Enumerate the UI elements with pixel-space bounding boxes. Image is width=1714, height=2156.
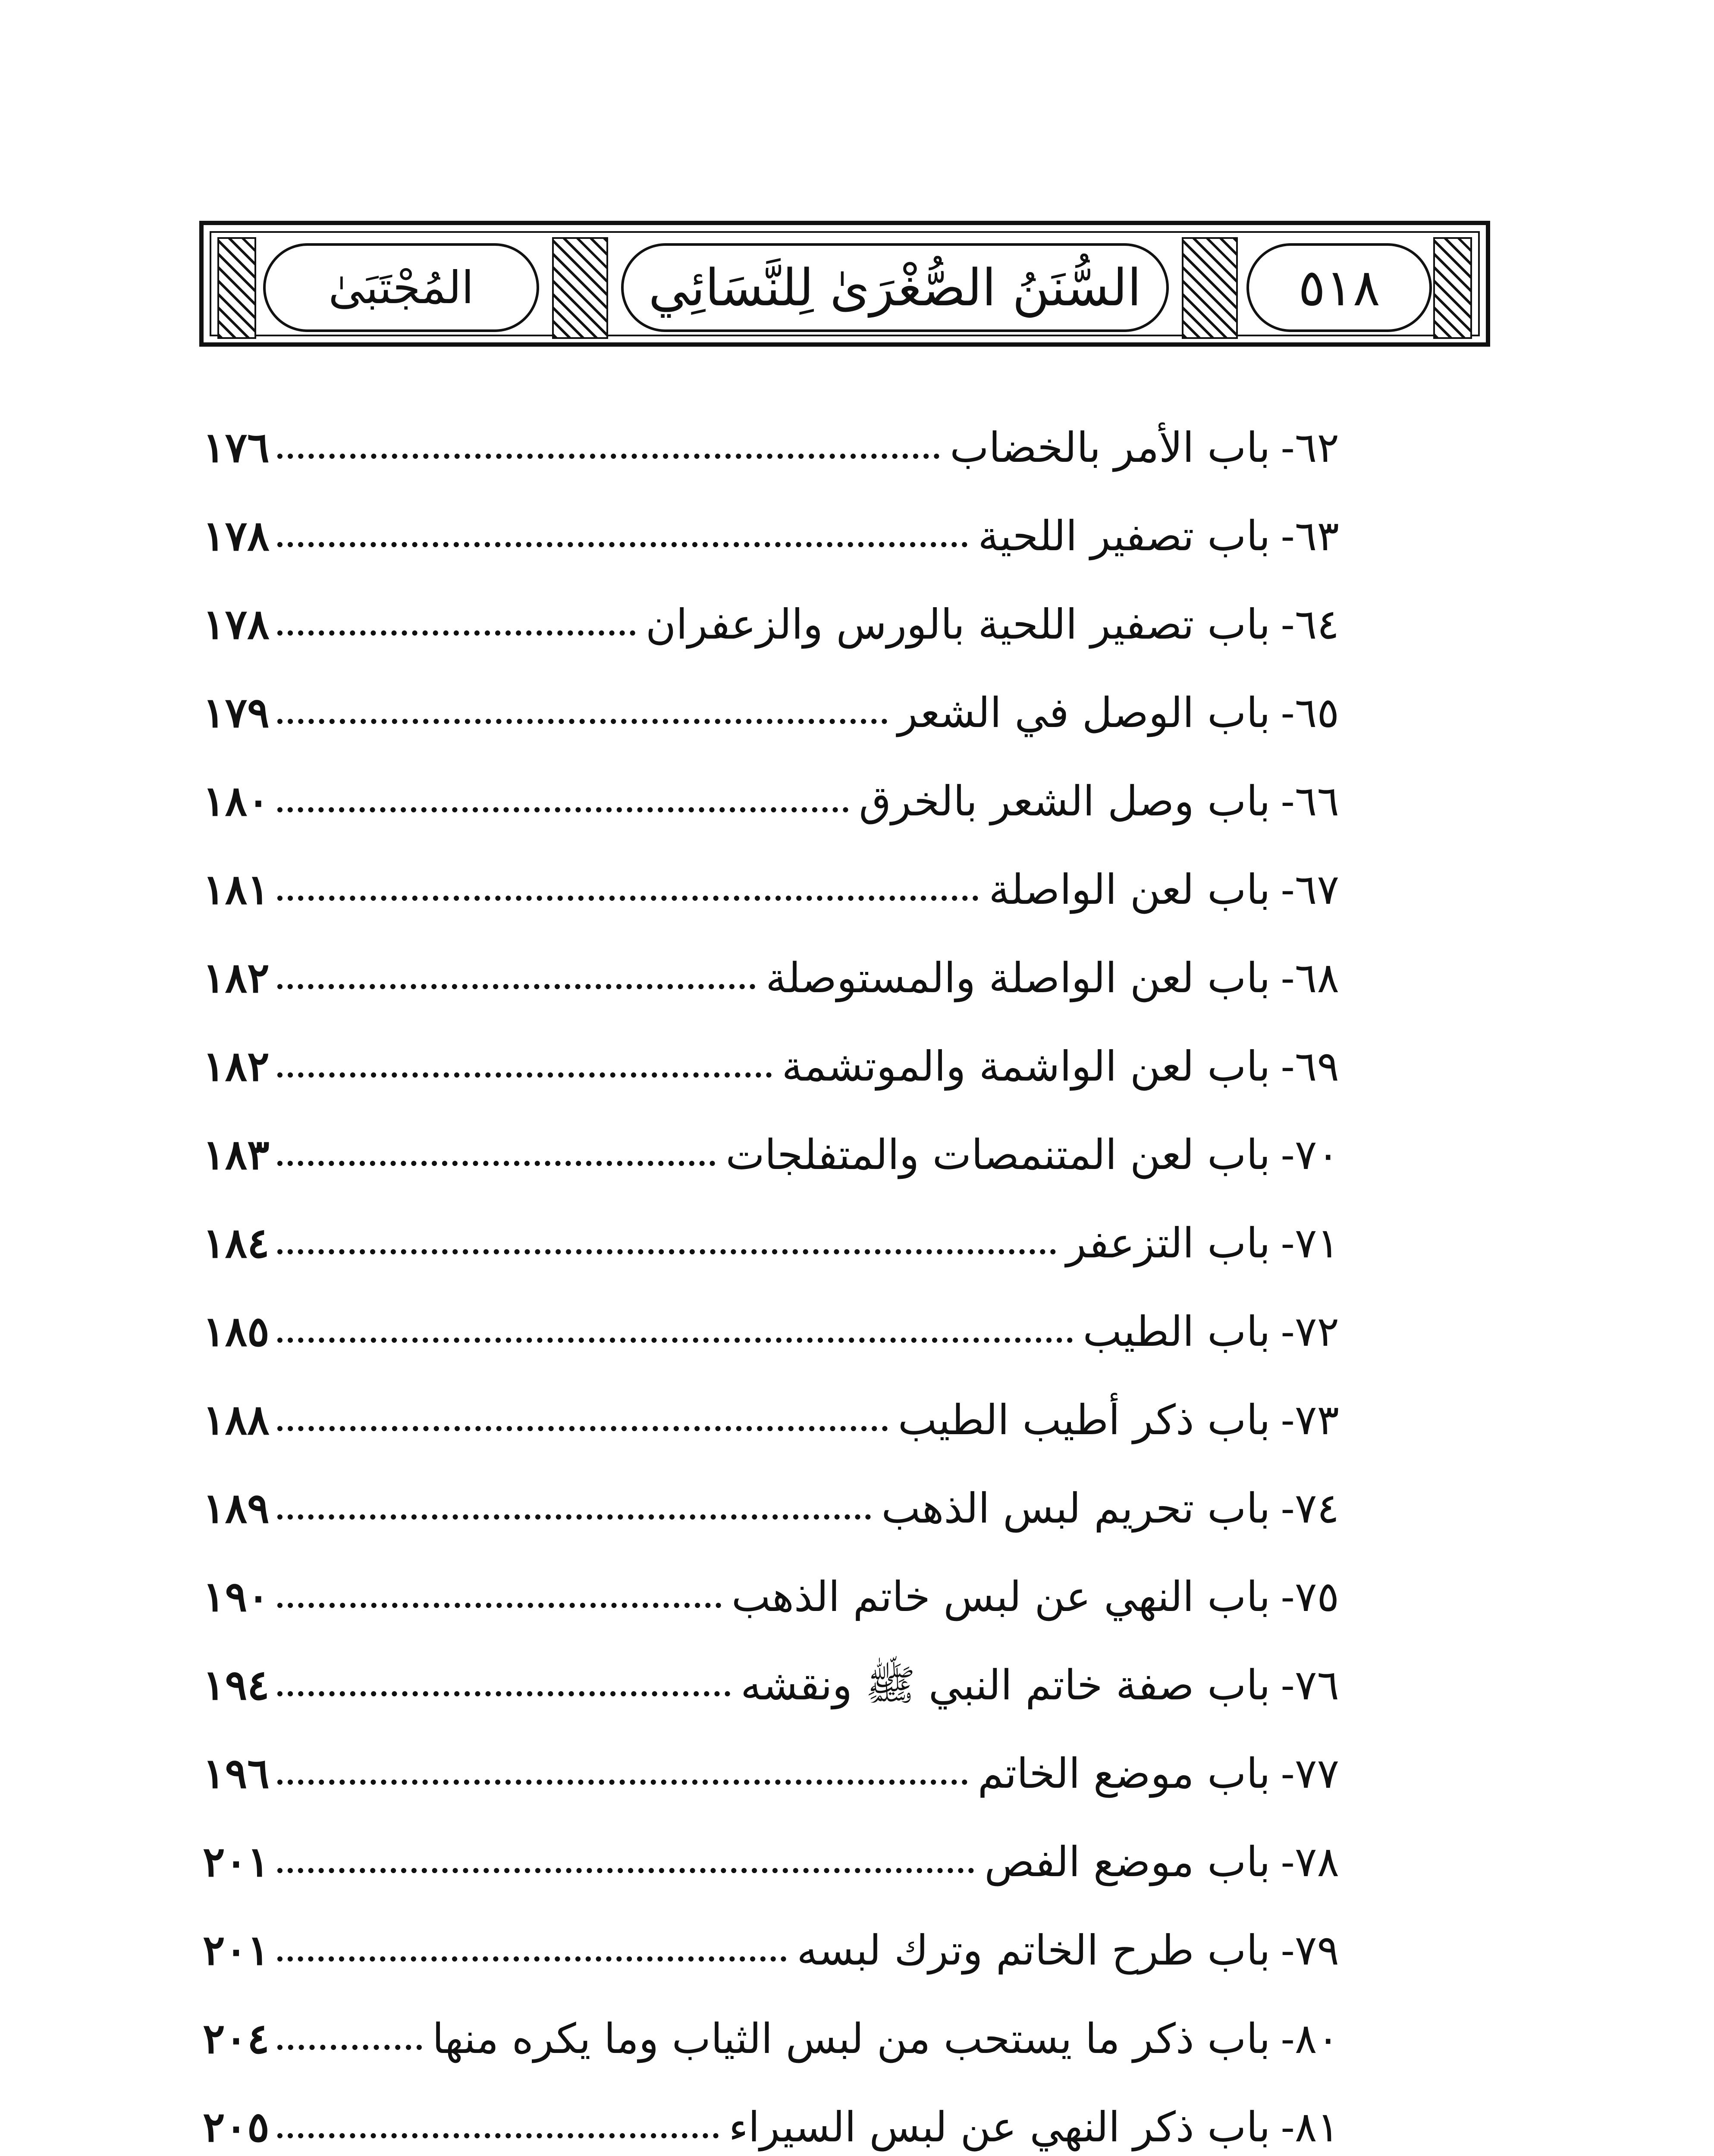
dot-leader: [277, 454, 940, 459]
entry-number: ٨١-: [1281, 2103, 1339, 2151]
dot-leader: [277, 984, 756, 989]
entry-title: باب تصفير اللحية بالورس والزعفران: [645, 600, 1271, 649]
toc-entry: [203, 403, 1339, 492]
entry-title: باب صفة خاتم النبي ﷺ ونقشه: [741, 1661, 1271, 1709]
entry-title: باب الطيب: [1083, 1307, 1271, 1356]
entry-number: ٧٨-: [1281, 1837, 1339, 1886]
toc-entry: [203, 492, 1339, 580]
entry-page: ١٩٦: [203, 1749, 270, 1798]
dot-leader: [277, 1603, 721, 1608]
entry-number: ٧٥-: [1281, 1572, 1339, 1621]
entry-page: ١٩٠: [203, 1572, 270, 1621]
toc-entry: [203, 580, 1339, 668]
entry-title: باب تحريم لبس الذهب: [881, 1484, 1271, 1532]
entry-page: ١٩٤: [203, 1660, 270, 1709]
entry-page: ١٨٠: [203, 776, 270, 825]
entry-number: ٧٠-: [1281, 1130, 1339, 1179]
entry-page: ١٨١: [203, 865, 270, 914]
entry-page: ١٨٥: [203, 1307, 270, 1356]
toc-entry: [203, 1199, 1339, 1287]
entry-number: ٦٢-: [1281, 423, 1339, 472]
entry-title: باب ذكر أطيب الطيب: [898, 1395, 1271, 1444]
book-logo-cartouche: [263, 243, 539, 332]
entry-number: ٦٥-: [1281, 688, 1339, 737]
book-logo: المُجْتَبَىٰ: [328, 261, 474, 314]
table-of-contents: [203, 403, 1339, 2156]
dot-leader: [277, 2133, 719, 2138]
dot-leader: [277, 1514, 871, 1520]
entry-page: ١٨٢: [203, 1041, 270, 1091]
toc-entry: [203, 1552, 1339, 1641]
header-frame: [210, 231, 1480, 336]
toc-entry: [203, 845, 1339, 934]
entry-number: ٧٦-: [1281, 1661, 1339, 1709]
toc-entry: [203, 1729, 1339, 1818]
dot-leader: [277, 1780, 967, 1785]
entry-title: باب التزعفر: [1066, 1219, 1271, 1267]
entry-title: باب موضع الفص: [984, 1837, 1271, 1886]
entry-title: باب لعن الواصلة والمستوصلة: [766, 953, 1271, 1002]
entry-number: ٦٩-: [1281, 1042, 1339, 1091]
header-ornament-right: [1433, 237, 1472, 339]
entry-page: ١٧٩: [203, 688, 270, 737]
entry-number: ٦٤-: [1281, 600, 1339, 649]
toc-entry: [203, 1906, 1339, 1994]
entry-title: باب الأمر بالخضاب: [950, 423, 1271, 472]
entry-number: ٧٤-: [1281, 1484, 1339, 1532]
entry-page: ١٨٤: [203, 1218, 270, 1267]
toc-entry: [203, 1641, 1339, 1729]
entry-title: باب لعن الواصلة: [989, 865, 1271, 914]
dot-leader: [277, 1868, 974, 1873]
page-header: [199, 221, 1490, 347]
entry-page: ١٨٢: [203, 953, 270, 1002]
header-ornament: [1182, 237, 1238, 339]
dot-leader: [277, 1956, 787, 1962]
toc-entry: [203, 1110, 1339, 1199]
dot-leader: [277, 896, 979, 901]
toc-entry: [203, 934, 1339, 1022]
toc-entry: [203, 2083, 1339, 2156]
entry-number: ٧٩-: [1281, 1926, 1339, 1974]
page-number-cartouche: [1246, 243, 1432, 332]
dot-leader: [277, 719, 887, 724]
entry-title: باب لعن الواشمة والموتشمة: [782, 1042, 1271, 1091]
header-ornament: [552, 237, 608, 339]
dot-leader: [277, 807, 849, 812]
entry-page: ١٧٨: [203, 599, 270, 649]
dot-leader: [277, 1249, 1056, 1254]
entry-title: باب موضع الخاتم: [977, 1749, 1271, 1798]
entry-title: باب لعن المتنمصات والمتفلجات: [725, 1130, 1271, 1179]
toc-entry: [203, 668, 1339, 757]
toc-entry: [203, 1994, 1339, 2083]
entry-title: باب النهي عن لبس خاتم الذهب: [731, 1572, 1271, 1621]
dot-leader: [277, 542, 968, 547]
entry-page: ٢٠٤: [203, 2014, 270, 2063]
toc-entry: [203, 757, 1339, 845]
entry-page: ١٧٦: [203, 423, 270, 472]
entry-page: ١٨٩: [203, 1483, 270, 1532]
toc-entry: [203, 1287, 1339, 1376]
entry-number: ٦٦-: [1281, 777, 1339, 825]
entry-number: ٧٢-: [1281, 1307, 1339, 1356]
entry-title: باب ذكر ما يستحب من لبس الثياب وما يكره منها: [432, 2014, 1271, 2063]
entry-number: ٦٣-: [1281, 511, 1339, 560]
toc-entry: [203, 1022, 1339, 1110]
entry-page: ١٨٣: [203, 1130, 270, 1179]
entry-title: باب ذكر النهي عن لبس السيراء: [728, 2103, 1271, 2151]
entry-number: ٧٧-: [1281, 1749, 1339, 1798]
toc-entry: [203, 1376, 1339, 1464]
dot-leader: [277, 1338, 1073, 1343]
entry-page: ١٨٨: [203, 1395, 270, 1444]
entry-number: ٦٧-: [1281, 865, 1339, 914]
page-number: ٥١٨: [1298, 258, 1381, 317]
entry-title: باب وصل الشعر بالخرق: [859, 777, 1271, 825]
entry-title: باب طرح الخاتم وترك لبسه: [797, 1926, 1271, 1974]
entry-title: باب الوصل في الشعر: [898, 688, 1271, 737]
entry-page: ٢٠١: [203, 1837, 270, 1886]
entry-title: باب تصفير اللحية: [978, 511, 1271, 560]
entry-number: ٦٨-: [1281, 953, 1339, 1002]
dot-leader: [277, 1161, 716, 1166]
book-title: السُّنَنُ الصُّغْرَىٰ لِلنَّسَائِي: [648, 258, 1142, 317]
toc-entry: [203, 1464, 1339, 1552]
title-cartouche: [621, 243, 1169, 332]
entry-number: ٧٣-: [1281, 1395, 1339, 1444]
dot-leader: [277, 1691, 730, 1696]
toc-entry: [203, 1818, 1339, 1906]
dot-leader: [277, 2045, 422, 2050]
entry-number: ٨٠-: [1281, 2014, 1339, 2063]
dot-leader: [277, 1426, 888, 1431]
entry-page: ٢٠١: [203, 1925, 270, 1974]
entry-page: ١٧٨: [203, 511, 270, 560]
dot-leader: [277, 1072, 772, 1078]
header-ornament-left: [217, 237, 256, 339]
entry-page: ٢٠٥: [203, 2102, 270, 2151]
dot-leader: [277, 630, 635, 636]
entry-number: ٧١-: [1281, 1219, 1339, 1267]
